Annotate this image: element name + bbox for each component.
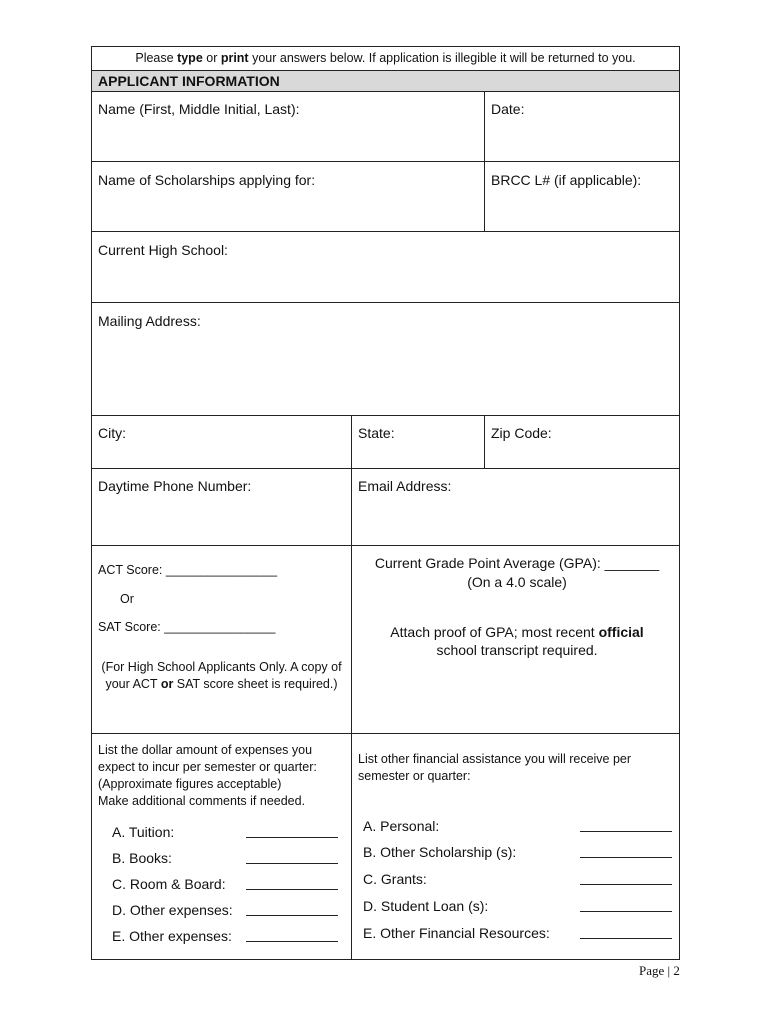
scholarships-label: Name of Scholarships applying for: — [98, 172, 316, 188]
zip-field[interactable] — [485, 416, 680, 468]
divider — [351, 733, 352, 960]
act-score-line[interactable]: ACT Score: ________________ — [98, 563, 278, 577]
scholarships-field[interactable] — [92, 162, 484, 231]
phone-field[interactable] — [92, 469, 351, 545]
brcc-label: BRCC L# (if applicable): — [491, 172, 642, 188]
divider — [92, 733, 679, 734]
brcc-field[interactable] — [485, 162, 680, 231]
sat-score-line[interactable]: SAT Score: ________________ — [98, 620, 276, 634]
divider — [484, 415, 485, 468]
date-field[interactable] — [485, 92, 680, 161]
assistance-intro: List other financial assistance you will receive per semester or quarter: — [358, 752, 632, 783]
score-note: (For High School Applicants Only. A copy of your ACT or SAT score sheet is required.) — [101, 660, 342, 691]
zip-label: Zip Code: — [491, 425, 552, 441]
divider — [92, 545, 679, 546]
name-field[interactable] — [92, 92, 484, 161]
high-school-field[interactable] — [92, 232, 680, 302]
page-number: Page | 2 — [639, 963, 680, 978]
city-label: City: — [98, 425, 126, 441]
gpa-line[interactable]: Current Grade Point Average (GPA): _______ (On a 4.0 scale) — [374, 555, 660, 590]
state-label: State: — [358, 425, 395, 441]
gpa-attach-note: Attach proof of GPA; most recent official school transcript required. — [390, 624, 644, 658]
application-form: Please type or print your answers below. If application is illegible it will be returned to you. APPLICANT INFORMATION Name (First, Middle Initial, Last): Date: Name of Scholarships applying for: BRCC L# (if applicable): Current High School: Mailing Address: City: State: Zip Code: Daytime Phone Number: Email Address: ACT Score: ________________ Or SAT Score: ________________ (For High School Applicants Only. A copy of your ACT or SAT score sheet is required.) Current Grade Point Average (GPA): _______ (On a 4.0 scale) Attach proof of GPA; most recent official school transcript required. List the dollar amount of expenses you expect to incur per semester or quarter: (Approximate figures acceptable) Make additional comments if needed. List other financial assistance you will receive per semester or quarter: A. Tuition: B. Books: C. Room & Board: D. Other expenses: E. Other expenses: A. Personal: B. Other Scholarship (s): C. Grants: D. Student Loan (s): E. Other Financial Resources: — [91, 46, 680, 960]
phone-label: Daytime Phone Number: — [98, 478, 252, 494]
divider — [351, 415, 352, 733]
high-school-label: Current High School: — [98, 242, 228, 258]
mailing-address-label: Mailing Address: — [98, 313, 201, 329]
mailing-address-field[interactable] — [92, 303, 680, 415]
expenses-intro: List the dollar amount of expenses you expect to incur per semester or quarter: (Approximate figures acceptable) Make additional comments if needed. — [98, 743, 317, 808]
or-text: Or — [120, 592, 134, 606]
name-label: Name (First, Middle Initial, Last): — [98, 101, 300, 117]
state-field[interactable] — [352, 416, 484, 468]
date-label: Date: — [491, 101, 525, 117]
email-label: Email Address: — [358, 478, 452, 494]
instructions-text: Please type or print your answers below. If application is illegible it will be returned to you. — [135, 51, 636, 65]
city-field[interactable] — [92, 416, 351, 468]
section-header: APPLICANT INFORMATION — [92, 71, 679, 91]
email-field[interactable] — [352, 469, 680, 545]
